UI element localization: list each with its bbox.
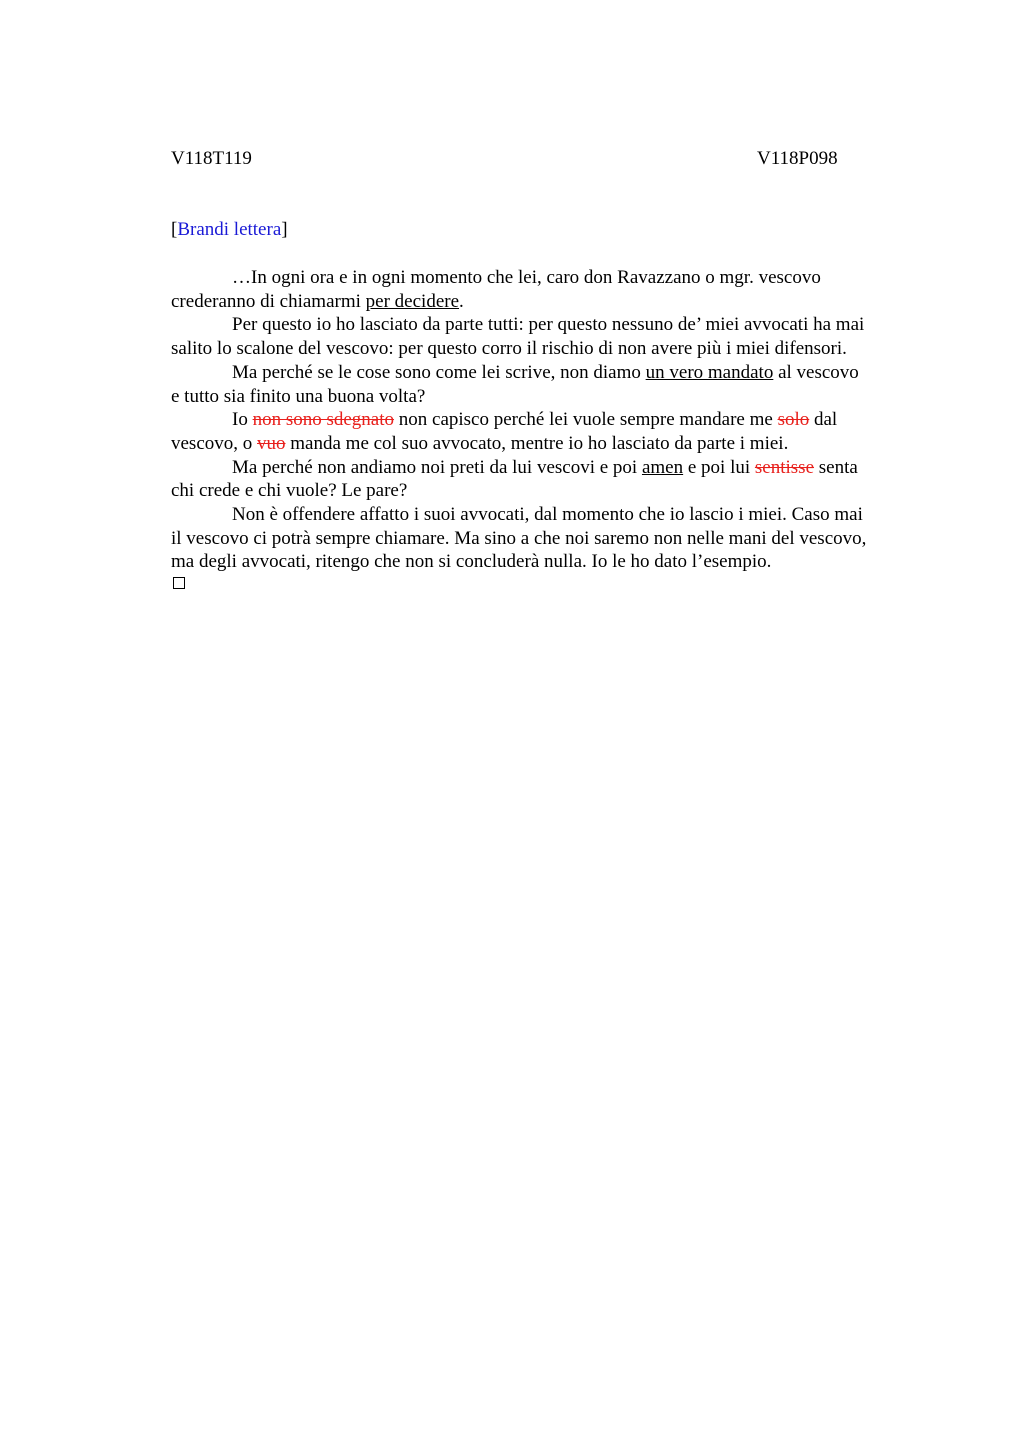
text-run: vescovo, o — [171, 432, 258, 454]
underlined-text: un vero mandato — [645, 361, 774, 383]
text-run: e tutto sia finito una buona volta? — [171, 385, 426, 407]
tag-label: Brandi lettera — [177, 219, 282, 240]
text-run: senta — [814, 456, 858, 478]
deleted-text: sentisse — [754, 456, 815, 478]
tag-open-bracket: [ — [171, 219, 178, 240]
paragraph-4 — [171, 408, 931, 455]
text-run: Io — [232, 409, 253, 431]
text-run: ma degli avvocati, ritengo che non si concluderà nulla. Io le ho dato l’esempio. — [171, 551, 772, 573]
text-run: e poi lui — [683, 456, 755, 478]
text-run: Per questo io ho lasciato da parte tutti: per questo nessuno de’ miei avvocati ha mai — [232, 314, 865, 336]
paragraph-5 — [171, 456, 931, 503]
text-run: il vescovo ci potrà sempre chiamare. Ma sino a che noi saremo non nelle mani del vescovo, — [171, 527, 867, 549]
underlined-text: amen — [641, 456, 684, 478]
text-run: . — [459, 290, 464, 312]
paragraph-3 — [171, 361, 931, 408]
text-run: manda me col suo avvocato, mentre io ho lasciato da parte i miei. — [285, 432, 789, 454]
tag-close-bracket: ] — [281, 219, 288, 240]
text-run: dal — [809, 409, 838, 431]
header-left-code: V118T119 — [171, 148, 252, 169]
text-run: chi crede e chi vuole? Le pare? — [171, 480, 408, 502]
paragraph-1 — [171, 266, 931, 313]
deleted-text: vuo — [257, 432, 286, 454]
text-run: crederanno di chiamarmi — [171, 290, 366, 312]
paragraph-6 — [171, 503, 931, 574]
document-tag — [171, 217, 288, 243]
text-run: Ma perché non andiamo noi preti da lui vescovi e poi — [232, 456, 642, 478]
text-run: non capisco perché lei vuole sempre mandare me — [394, 409, 778, 431]
text-run: al vescovo — [773, 361, 859, 383]
text-run: …In ogni ora e in ogni momento che lei, caro don Ravazzano o mgr. vescovo — [232, 267, 821, 288]
square-outline-icon — [173, 577, 185, 589]
page-header — [171, 146, 851, 172]
letter-body — [171, 266, 931, 574]
text-run: Ma perché se le cose sono come lei scrive, non diamo — [232, 361, 646, 383]
deleted-text: non sono sdegnato — [252, 409, 395, 431]
header-right-code: V118P098 — [757, 148, 838, 169]
paragraph-2 — [171, 313, 931, 360]
text-run: salito lo scalone del vescovo: per questo corro il rischio di non avere più i miei difensori. — [171, 338, 847, 360]
underlined-text: per decidere — [365, 290, 460, 312]
deleted-text: solo — [777, 409, 810, 431]
text-run: Non è offendere affatto i suoi avvocati, dal momento che io lascio i miei. Caso mai — [232, 504, 863, 526]
